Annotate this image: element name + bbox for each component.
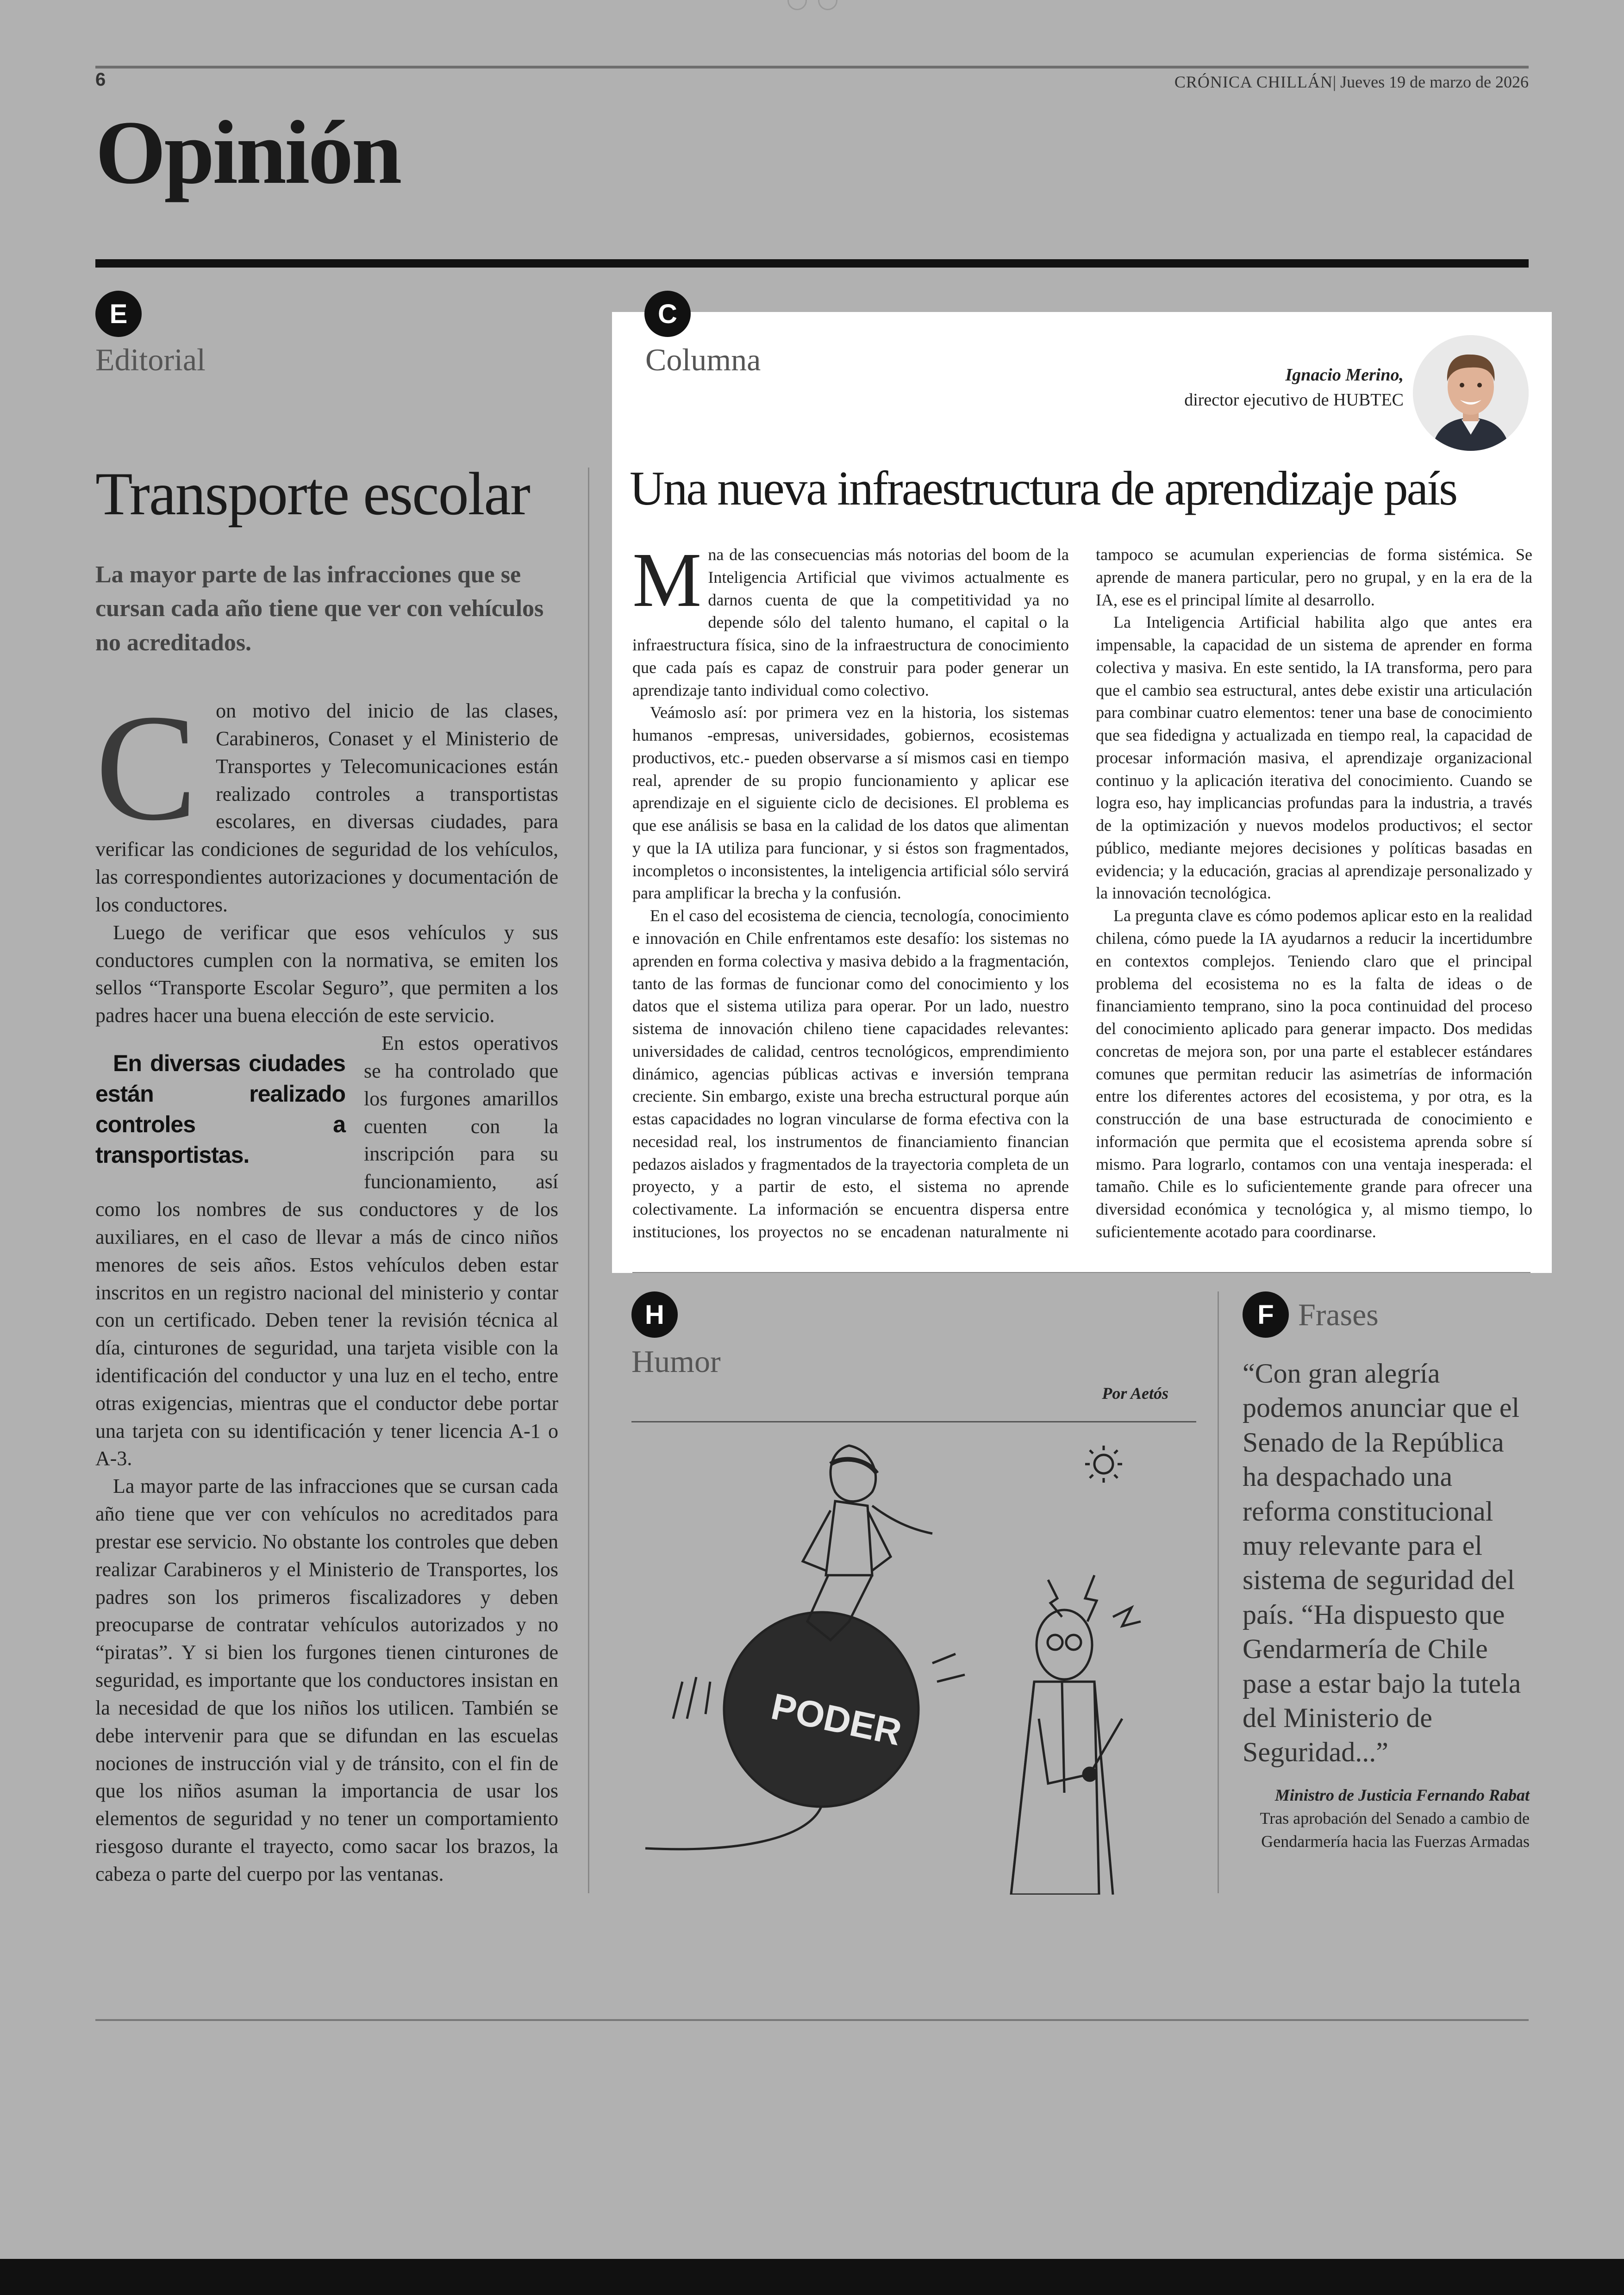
column-paragraph: En el caso del ecosistema de ciencia, tecnología, conocimiento e innovación en Chile enfrentamos este desafío: los sistemas no aprenden en forma colectiva y masiva debido a la fragmentación, tanto de las formas de funcionar como del conocimiento y los datos que el sistema utiliza para operar. Por un lado, nuestro sistema de innovación chileno tiene capacidades relevantes: universidades de calidad, centros tecnológicos, emprendimiento dinámico, agencias públicas activas e inversión temprana creciente. Sin embargo, existe una brecha estructural porque aún estas capacidades no logran vincularse de forma efectiva con la necesidad real, los instrumentos de financiamiento financian pedazos aislados y fragmentados de la trayectoria completa de un proyecto, y a partir de esto, el sistema no aprende colectivamente. La información se encuentra dispersa entre instituciones, los proyectos no se encadenan naturalmente ni tampoco se acumulan experiencias de forma sistémica. Se aprende de manera particular, pero no grupal, y en la era de la IA, ese es el principal límite al desarrollo. <box>632 545 1532 1241</box>
cartoon-drawing <box>631 1422 1196 1895</box>
author-photo <box>1413 335 1529 451</box>
editorial-paragraph: En diversas ciudades están realizado controles a transportistas. En estos operativos se ha controlado que los furgones amarillos cuenten con la inscripción para su funcionamiento, así como los nombres de sus conductores y de los auxiliares, en el caso de llevar a más de cinco niños menores de seis años. Estos vehículos deben estar inscritos en un registro nacional del ministerio y contar con un certificado. Deben tener la revisión técnica al día, cinturones de seguridad, una tarjeta visible con la identificación del conductor y una luz en el techo, entre otras exigencias, mientras que el conductor debe portar una tarjeta con su identificación y tener licencia A-1 o A-3. <box>95 1032 558 1470</box>
footer-bar <box>0 2259 1624 2295</box>
frases-header <box>1243 1291 1530 1338</box>
frases-quote: “Con gran alegría podemos anunciar que el Senado de la República ha despachado una reforma constitucional muy relevante para el sistema de seguridad del país. “Ha dispuesto que Gendarmería de Chile pase a estar bajo la tutela del Ministerio de Seguridad...” <box>1243 1358 1521 1768</box>
humor-badge: H <box>631 1291 678 1338</box>
column-paragraph: Veámoslo así: por primera vez en la historia, los sistemas humanos -empresas, universidades, gobiernos, ecosistemas productivos, etc.- pueden observarse a sí mismos casi en tiempo real, aprender de su propio funcionamiento y aplicar ese aprendizaje en el siguiente ciclo de decisiones. El problema es que ese análisis se basa en la calidad de los datos que alimentan y que la IA utiliza para funcionar, y si éstos son fragmentados, incompletos o inconsistentes, la inteligencia artificial sólo servirá para amplificar la brecha y la confusión. <box>632 703 1069 903</box>
page-dot <box>787 0 807 10</box>
column-author-name: Ignacio Merino, <box>1285 365 1404 385</box>
editorial-paragraph: Con motivo del inicio de las clases, Carabineros, Conaset y el Ministerio de Transportes y Telecomunicaciones están realizado controles a transportistas escolares, en diversas ciudades, para verificar las condiciones de seguridad de los vehículos, las correspondientes autorizaciones y documentación de los conductores. <box>95 683 558 916</box>
column-dropcap: M <box>632 537 702 623</box>
humor-label: Humor <box>631 1344 721 1379</box>
editorial-title: Transporte escolar <box>95 460 530 528</box>
column-paragraph: La Inteligencia Artificial habilita algo que antes era impensable, la capacidad de un sistema de aprender en forma colectiva y masiva. En este sentido, la IA transforma, pero para que el cambio sea estructural, antes debe existir una articulación para combinar cuatro elementos: tener una base de conocimiento que sea fidedigna y actualizada en tiempo real, la capacidad de procesar información masiva, el aprendizaje organizacional continuo y la aplicación iterativa del conocimiento. Cuando se logra eso, hay implicancias profundas para la industria, a través de la optimización y nuevos modelos productivos; el sector público, mediante mejores decisiones y políticas basadas en evidencia; y la educación, gracias al aprendizaje personalizado y la innovación tecnológica. <box>1096 613 1532 903</box>
author-avatar <box>1413 335 1529 451</box>
frases-label: Frases <box>1298 1297 1379 1332</box>
editorial-pullquote: En diversas ciudades están realizado controles a transportistas. <box>95 1050 345 1168</box>
column-author <box>1184 363 1404 413</box>
publication-name: CRÓNICA CHILLÁN <box>1174 73 1333 91</box>
frases-divider <box>1218 1291 1219 1893</box>
section-rule <box>95 259 1529 268</box>
editorial-lead: La mayor parte de las infracciones que se cursan cada año tiene que ver con vehículos no acreditados. <box>95 561 544 656</box>
section-title: Opinión <box>95 102 400 203</box>
editorial-paragraph: Luego de verificar que esos vehículos y sus conductores cumplen con la normativa, se emiten los sellos “Transporte Escolar Seguro”, que permiten a los padres hacer una buena elección de este servicio. <box>95 921 558 1027</box>
page-bottom-rule <box>95 2019 1529 2021</box>
column-panel <box>612 312 1552 1273</box>
dateline <box>1174 72 1529 92</box>
editorial-label: Editorial <box>95 342 206 377</box>
column-divider <box>588 468 589 1893</box>
cartoon-text: PODER <box>768 1685 906 1753</box>
humor-section <box>631 1291 1196 1403</box>
column-paragraph: Mna de las consecuencias más notorias del boom de la Inteligencia Artificial que vivimos actualmente es darnos cuenta de que la competitividad ya no depende sólo del talento humano, el capital o la infraestructura física, sino de la infraestructura de conocimiento que cada país es capaz de construir para poder generar un aprendizaje tanto individual como colectivo. <box>632 537 1069 699</box>
frases-cite-name: Ministro de Justicia Fernando Rabat <box>1274 1785 1530 1804</box>
column-body <box>632 537 1532 1243</box>
frases-badge: F <box>1243 1291 1289 1338</box>
editorial-badge: E <box>95 291 142 337</box>
frases-cite-context: Tras aprobación del Senado a cambio de Gendarmería hacia las Fuerzas Armadas <box>1260 1809 1530 1851</box>
editorial-body <box>95 683 558 1888</box>
page-number: 6 <box>95 69 106 90</box>
column-title: Una nueva infraestructura de aprendizaje país <box>630 461 1457 515</box>
editorial-paragraph: La mayor parte de las infracciones que se cursan cada año tiene que ver con vehículos no acreditados para prestar ese servicio. No obstante los controles que deben realizar Carabineros y el Ministerio de Transportes, los padres son los primeros fiscalizadores y deben preocuparse de contratar vehículos autorizados y no “piratas”. Y si bien los furgones tienen cinturones de seguridad, es importante que los conductores insistan en la necesidad de que los niños los utilicen. También se debe intervenir para que se difundan en las escuelas nociones de instrucción vial y de tránsito, con el fin de que los niños asuman la importancia de usar los elementos de seguridad y no tener un comportamiento riesgoso durante el trayecto, como sacar los brazos, la cabeza o parte del cuerpo por las ventanas. <box>95 1475 558 1885</box>
frases-section <box>1243 1291 1530 1853</box>
column-badge: C <box>644 291 691 337</box>
frases-citation <box>1243 1784 1530 1853</box>
editorial-article <box>95 460 558 1888</box>
cartoon-image <box>631 1421 1196 1893</box>
page-dot <box>818 0 837 10</box>
column-bottom-rule <box>632 1272 1530 1273</box>
header-rule <box>95 66 1529 69</box>
column-author-role: director ejecutivo de HUBTEC <box>1184 390 1404 410</box>
editorial-dropcap: C <box>95 683 198 853</box>
humor-credit: Por Aetós <box>1102 1384 1168 1403</box>
column-paragraph: La pregunta clave es cómo podemos aplicar esto en la realidad chilena, cómo puede la IA ayudarnos a reducir la incertidumbre en contextos complejos. Teniendo claro que el principal problema del ecosistema no es la falta de ideas o de financiamiento temprano, sino la poca continuidad del proceso del conocimiento aplicado para generar impacto. Dos medidas concretas de mejora son, por una parte el establecer estándares comunes que permitan reducir las asimetrías de información entre los diferentes actores del ecosistema, y por otra, es la construcción de una base estructurada de conocimiento e información que permita que el ecosistema aprenda sobre sí mismo. Para lograrlo, contamos con una ventaja inesperada: el tamaño. Chile es lo suficientemente grande para ofrecer una diversidad económica y tecnológica y, al mismo tiempo, lo suficientemente acotado para coordinarse. <box>1096 906 1532 1241</box>
page-indicator <box>782 0 843 14</box>
column-label: Columna <box>645 342 761 377</box>
publication-date: | Jueves 19 de marzo de 2026 <box>1332 73 1529 91</box>
